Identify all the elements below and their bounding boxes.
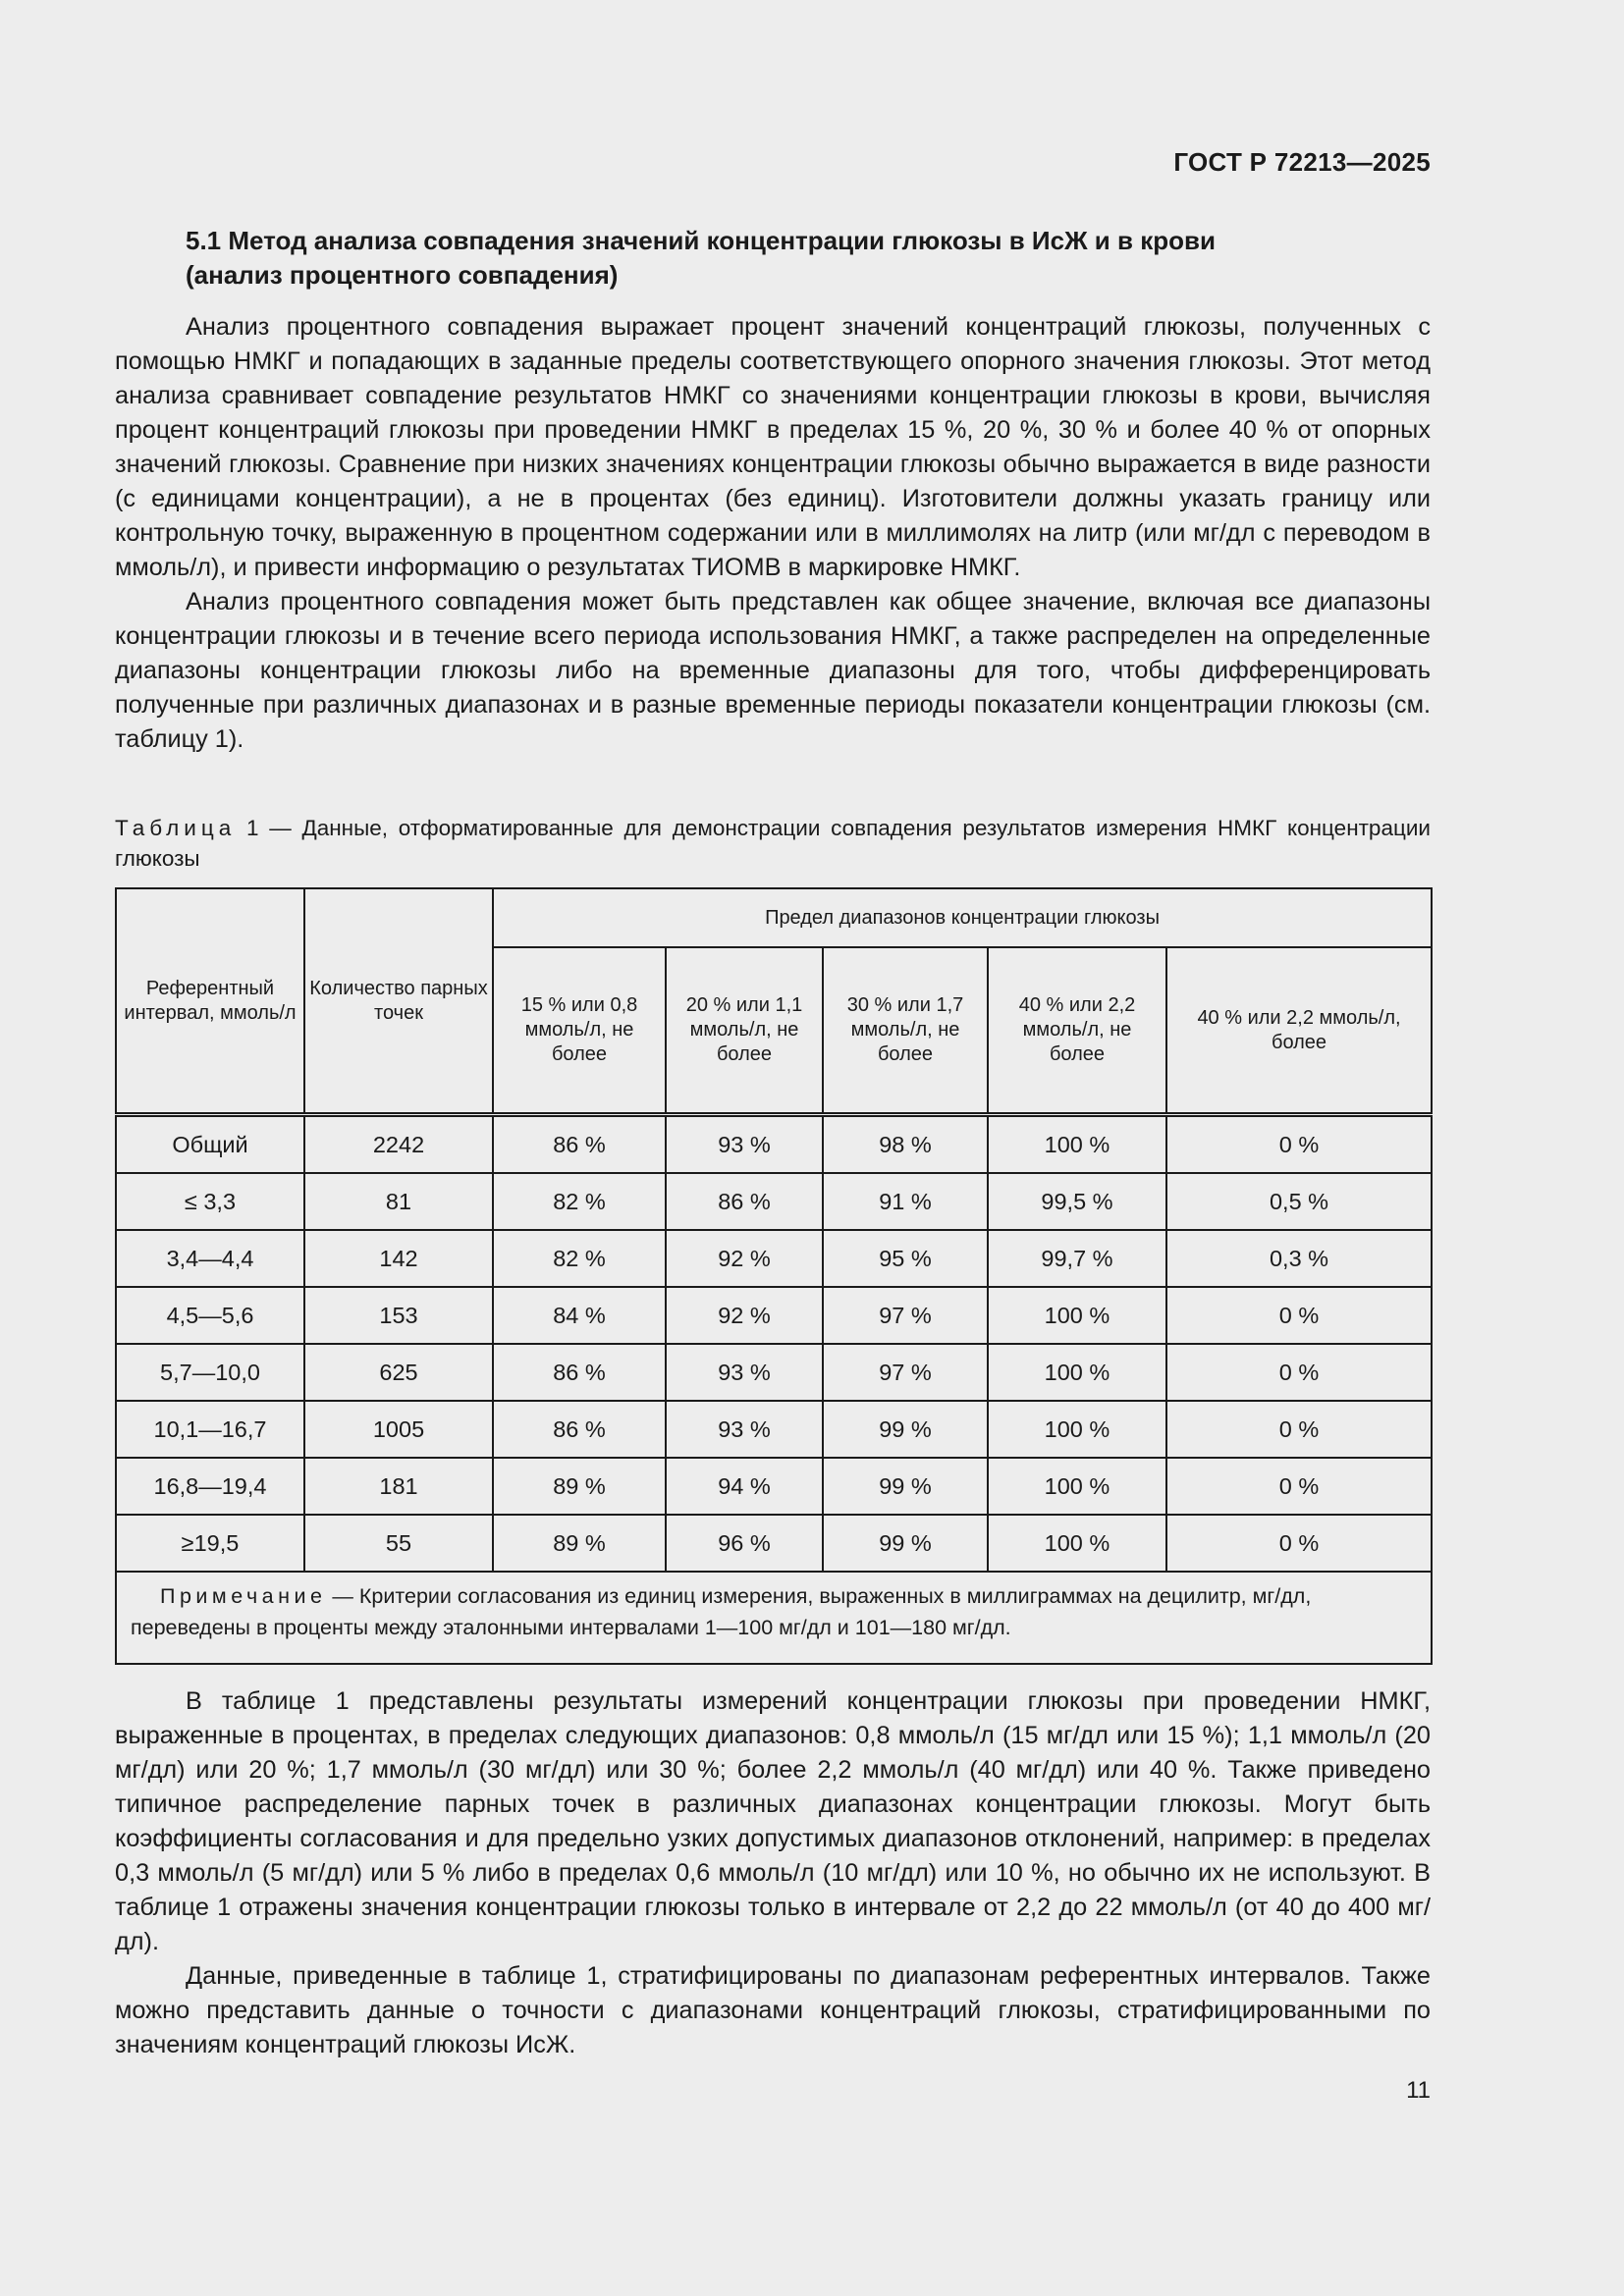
column-header-ref-interval: Референтный интервал, ммоль/л: [116, 888, 304, 1115]
cell-40pct: 100 %: [988, 1401, 1166, 1458]
cell-over-40pct: 0 %: [1166, 1458, 1432, 1515]
document-page: [115, 0, 1431, 2296]
cell-over-40pct: 0 %: [1166, 1515, 1432, 1572]
table-note: [116, 1572, 1432, 1664]
paragraph: В таблице 1 представлены результаты измерений концентрации глюкозы при проведении НМКГ, выраженные в процентах, в пределах следующих диапазонов: 0,8 ммоль/л (15 мг/дл или 15 %); 1,1 ммоль/л (20 мг/дл) или 20 %; 1,7 ммоль/л (30 мг/дл) или 30 %; более 2,2 ммоль/л (40 мг/дл) или 40 %. Также приведено типичное распределение парных точек в различных диапазонах концентрации глюкозы. Могут быть коэффициенты согласования и для предельно узких допустимых диапазонов отклонений, например: в пределах 0,3 ммоль/л (5 мг/дл) или 5 % либо в пределах 0,6 ммоль/л (10 мг/дл) или 10 %, но обычно их не используют. В таблице 1 отражены значения концентрации глюкозы только в интервале от 2,2 до 22 ммоль/л (от 40 до 400 мг/дл).: [115, 1687, 1431, 1955]
cell-ref-interval: ≥19,5: [116, 1515, 304, 1572]
table-row: [116, 1173, 1432, 1230]
cell-over-40pct: 0,3 %: [1166, 1230, 1432, 1287]
cell-40pct: 100 %: [988, 1344, 1166, 1401]
cell-ref-interval: ≤ 3,3: [116, 1173, 304, 1230]
paragraph: Анализ процентного совпадения выражает процент значений концентраций глюкозы, полученных с помощью НМКГ и попадающих в заданные пределы соответствующего опорного значения глюкозы. Этот метод анализа сравнивает совпадение результатов НМКГ со значениями концентрации глюкозы в крови, вычисляя процент концентраций глюкозы при проведении НМКГ в пределах 15 %, 20 %, 30 % и более 40 % от опорных значений глюкозы. Сравнение при низких значениях концентрации глюкозы обычно выражается в виде разности (с единицами концентрации), а не в процентах (без единиц). Изготовители должны указать границу или контрольную точку, выраженную в процентном содержании или в миллимолях на литр (или мг/дл с переводом в ммоль/л), и привести информацию о результатах ТИОМВ в маркировке НМКГ.: [115, 313, 1431, 581]
table-note-section: [116, 1572, 1432, 1664]
cell-pair-count: 81: [304, 1173, 493, 1230]
cell-20pct: 94 %: [666, 1458, 823, 1515]
cell-15pct: 82 %: [493, 1230, 666, 1287]
table-header-row: [116, 888, 1432, 947]
cell-15pct: 89 %: [493, 1458, 666, 1515]
cell-ref-interval: 3,4—4,4: [116, 1230, 304, 1287]
cell-ref-interval: 4,5—5,6: [116, 1287, 304, 1344]
cell-over-40pct: 0 %: [1166, 1401, 1432, 1458]
cell-15pct: 89 %: [493, 1515, 666, 1572]
data-table: [115, 887, 1433, 1665]
table-row: [116, 1115, 1432, 1174]
cell-over-40pct: 0,5 %: [1166, 1173, 1432, 1230]
cell-30pct: 99 %: [823, 1458, 988, 1515]
cell-40pct: 100 %: [988, 1458, 1166, 1515]
table-body: [116, 1115, 1432, 1573]
cell-30pct: 91 %: [823, 1173, 988, 1230]
cell-30pct: 97 %: [823, 1287, 988, 1344]
cell-pair-count: 1005: [304, 1401, 493, 1458]
cell-40pct: 99,7 %: [988, 1230, 1166, 1287]
cell-15pct: 82 %: [493, 1173, 666, 1230]
cell-15pct: 84 %: [493, 1287, 666, 1344]
column-header-30pct: 30 % или 1,7 ммоль/л, не более: [823, 947, 988, 1115]
cell-over-40pct: 0 %: [1166, 1287, 1432, 1344]
paragraph: Данные, приведенные в таблице 1, стратифицированы по диапазонам референтных интервалов. Также можно представить данные о точности с диапазонами концентраций глюкозы, стратифицированными по значениям концентраций глюкозы ИсЖ.: [115, 1962, 1431, 2058]
table-row: [116, 1344, 1432, 1401]
table-row: [116, 1458, 1432, 1515]
column-header-40pct: 40 % или 2,2 ммоль/л, не более: [988, 947, 1166, 1115]
cell-40pct: 99,5 %: [988, 1173, 1166, 1230]
cell-pair-count: 181: [304, 1458, 493, 1515]
paragraph: Анализ процентного совпадения может быть представлен как общее значение, включая все диапазоны концентрации глюкозы и в течение всего периода использования НМКГ, а также распределен на определенные диапазоны концентрации глюкозы либо на временные диапазоны для того, чтобы дифференцировать полученные при различных диапазонах и в разные временные периоды показатели концентрации глюкозы (см. таблицу 1).: [115, 588, 1431, 753]
cell-15pct: 86 %: [493, 1401, 666, 1458]
cell-40pct: 100 %: [988, 1115, 1166, 1174]
table-caption-label: Таблица: [115, 816, 237, 840]
section-heading-line-1: 5.1 Метод анализа совпадения значений концентрации глюкозы в ИсЖ и в крови: [186, 226, 1216, 255]
cell-20pct: 93 %: [666, 1401, 823, 1458]
cell-15pct: 86 %: [493, 1115, 666, 1174]
cell-20pct: 92 %: [666, 1287, 823, 1344]
note-text: — Критерии согласования из единиц измерения, выраженных в миллиграммах на децилитр, мг/дл, переведены в проценты между эталонными интервалами 1—100 мг/дл и 101—180 мг/дл.: [131, 1584, 1312, 1639]
page-number: 11: [1406, 2077, 1431, 2104]
cell-30pct: 99 %: [823, 1515, 988, 1572]
table-row: [116, 1401, 1432, 1458]
cell-pair-count: 153: [304, 1287, 493, 1344]
section-heading-line-2: (анализ процентного совпадения): [186, 260, 619, 290]
column-header-pair-count: Количество парных точек: [304, 888, 493, 1115]
body-text-after-table: [115, 1684, 1431, 2062]
cell-pair-count: 2242: [304, 1115, 493, 1174]
cell-20pct: 93 %: [666, 1344, 823, 1401]
cell-30pct: 98 %: [823, 1115, 988, 1174]
cell-ref-interval: 5,7—10,0: [116, 1344, 304, 1401]
cell-30pct: 95 %: [823, 1230, 988, 1287]
cell-30pct: 97 %: [823, 1344, 988, 1401]
cell-20pct: 86 %: [666, 1173, 823, 1230]
table-caption-text: — Данные, отформатированные для демонстрации совпадения результатов измерения НМКГ концентрации глюкозы: [115, 816, 1431, 871]
table-note-row: [116, 1572, 1432, 1664]
body-text-before-table: [115, 310, 1431, 757]
cell-pair-count: 142: [304, 1230, 493, 1287]
table-row: [116, 1230, 1432, 1287]
cell-pair-count: 625: [304, 1344, 493, 1401]
cell-20pct: 92 %: [666, 1230, 823, 1287]
cell-ref-interval: Общий: [116, 1115, 304, 1174]
cell-over-40pct: 0 %: [1166, 1115, 1432, 1174]
section-heading: [186, 224, 1431, 293]
cell-ref-interval: 10,1—16,7: [116, 1401, 304, 1458]
cell-ref-interval: 16,8—19,4: [116, 1458, 304, 1515]
column-header-over-40pct: 40 % или 2,2 ммоль/л, более: [1166, 947, 1432, 1115]
table-row: [116, 1515, 1432, 1572]
cell-40pct: 100 %: [988, 1287, 1166, 1344]
table-row: [116, 1287, 1432, 1344]
column-header-15pct: 15 % или 0,8 ммоль/л, не более: [493, 947, 666, 1115]
document-code: ГОСТ Р 72213—2025: [1173, 147, 1431, 177]
cell-30pct: 99 %: [823, 1401, 988, 1458]
table-head: [116, 888, 1432, 1115]
note-label: Примечание: [160, 1584, 327, 1608]
table-caption-number: 1: [245, 816, 259, 840]
column-group-header: Предел диапазонов концентрации глюкозы: [493, 888, 1432, 947]
cell-40pct: 100 %: [988, 1515, 1166, 1572]
cell-15pct: 86 %: [493, 1344, 666, 1401]
table-caption: [115, 813, 1431, 874]
column-header-20pct: 20 % или 1,1 ммоль/л, не более: [666, 947, 823, 1115]
cell-20pct: 96 %: [666, 1515, 823, 1572]
cell-pair-count: 55: [304, 1515, 493, 1572]
cell-20pct: 93 %: [666, 1115, 823, 1174]
cell-over-40pct: 0 %: [1166, 1344, 1432, 1401]
